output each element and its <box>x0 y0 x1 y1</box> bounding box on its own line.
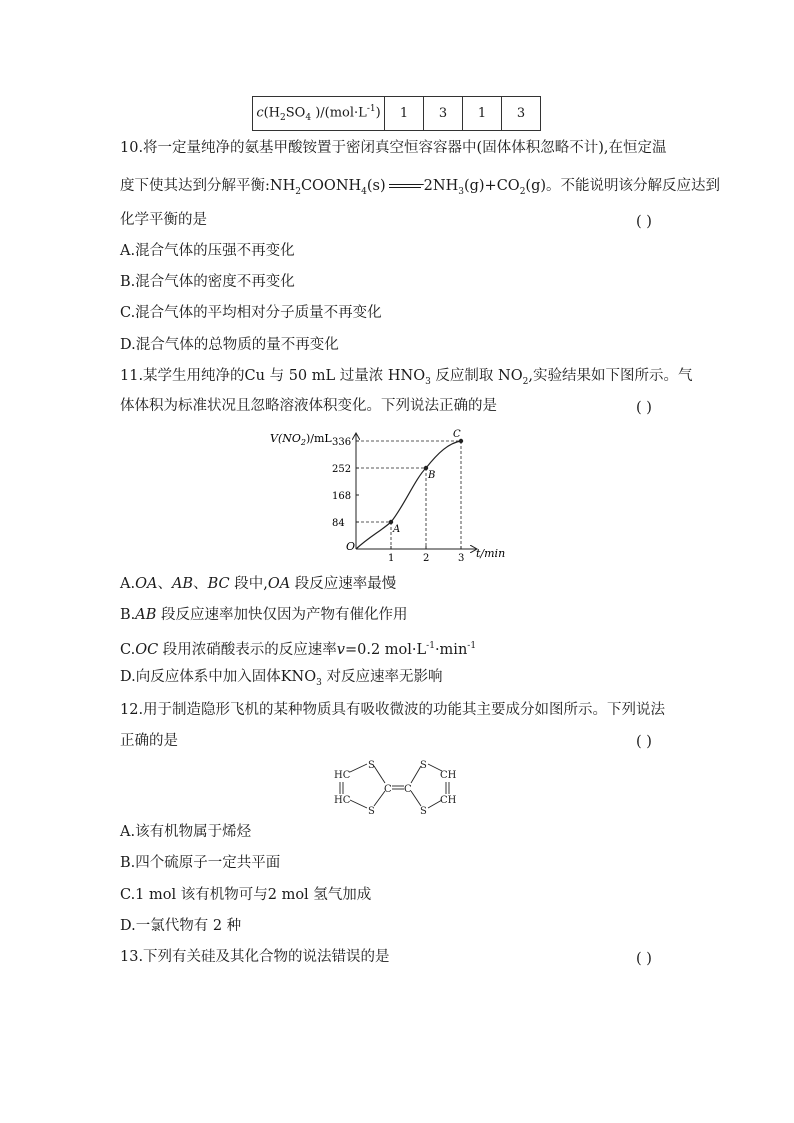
q11-stem-line1: 11.某学生用纯净的Cu 与 50 mL 过量浓 $HNO_3$ 反应制取 $NO_2$,实验结果如下图所示。气 <box>120 368 693 387</box>
table-cell: 1 <box>463 97 502 131</box>
s-right-top-label: S <box>420 760 427 771</box>
q10-stem-line3: 化学平衡的是 <box>120 212 207 228</box>
y-tick-label: 84 <box>332 518 345 529</box>
q10-option-d: D.混合气体的总物质的量不再变化 <box>120 337 339 353</box>
s-left-bottom-label: S <box>368 806 375 817</box>
q10-option-c: C.混合气体的平均相对分子质量不再变化 <box>120 305 382 321</box>
concentration-table <box>252 96 541 131</box>
q13-stem-line1: 13.下列有关硅及其化合物的说法错误的是 <box>120 949 390 965</box>
q12-answer-paren: ( ) <box>636 734 652 750</box>
point-label-b: B <box>428 470 436 481</box>
x-tick-label: 2 <box>423 553 430 564</box>
q10-stem-line1: 10.将一定量纯净的氨基甲酸铵置于密闭真空恒容容器中(固体体积忽略不计),在恒定温 <box>120 140 667 156</box>
q10-answer-paren: ( ) <box>636 214 652 230</box>
y-tick-label: 168 <box>332 491 352 502</box>
ch-bottom-label: CH <box>440 795 457 806</box>
q11-option-d: D.向反应体系中加入固体$KNO_3$ 对反应速率无影响 <box>120 669 443 688</box>
origin-label: O <box>346 540 356 553</box>
s-right-bottom-label: S <box>420 806 427 817</box>
q12-option-b: B.四个硫原子一定共平面 <box>120 855 281 871</box>
q11-answer-paren: ( ) <box>636 400 652 416</box>
point-label-c: C <box>453 429 461 440</box>
q10-option-a: A.混合气体的压强不再变化 <box>120 243 295 259</box>
q12-stem-line1: 12.用于制造隐形飞机的某种物质具有吸收微波的功能其主要成分如图所示。下列说法 <box>120 702 666 718</box>
y-tick-label: 252 <box>332 464 352 475</box>
table-row <box>253 97 541 131</box>
tetrathiafulvalene-structure <box>330 758 470 818</box>
q12-option-d: D.一氯代物有 2 种 <box>120 918 242 934</box>
q12-option-c: C.1 mol 该有机物可与2 mol 氢气加成 <box>120 887 372 903</box>
q11-stem-line2: 体体积为标准状况且忽略溶液体积变化。下列说法正确的是 <box>120 398 497 414</box>
q12-option-a: A.该有机物属于烯烃 <box>120 824 252 840</box>
q12-stem-line2: 正确的是 <box>120 733 178 749</box>
x-tick-label: 3 <box>458 553 465 564</box>
q11-option-b: B.AB 段反应速率加快仅因为产物有催化作用 <box>120 607 408 623</box>
point-label-a: A <box>393 524 401 535</box>
c-right-label: C <box>404 784 412 795</box>
hc-top-label: HC <box>334 770 351 781</box>
s-left-top-label: S <box>368 760 375 771</box>
equilibrium-arrow-icon <box>389 181 421 191</box>
series-line <box>356 441 461 549</box>
x-tick-label: 1 <box>388 553 395 564</box>
bonds <box>340 764 449 808</box>
q11-option-a: A.OA、AB、BC 段中,OA 段反应速率最慢 <box>120 576 397 592</box>
q11-option-c: C.OC 段用浓硝酸表示的反应速率v=0.2 $mol\cdot L^{-1}\cdot\min^{-1}$ <box>120 641 477 658</box>
table-cell: 1 <box>385 97 424 131</box>
q13-answer-paren: ( ) <box>636 951 652 967</box>
y-tick-label: 336 <box>332 437 352 448</box>
hc-bottom-label: HC <box>334 795 351 806</box>
table-cell: 3 <box>502 97 541 131</box>
c-left-label: C <box>384 784 392 795</box>
table-header-cell: $c(H_2SO_4$ )$/(mol\cdot L^{-1})$ <box>253 97 385 131</box>
no2-volume-chart <box>270 424 520 564</box>
ch-top-label: CH <box>440 770 457 781</box>
table-cell: 3 <box>424 97 463 131</box>
q10-stem-line2: 度下使其达到分解平衡$:NH_2COONH_4(s)$ $2NH_3(g)+CO_2(g)$。不能说明该分解反应达到 <box>120 178 721 197</box>
q10-option-b: B.混合气体的密度不再变化 <box>120 274 295 290</box>
y-axis-label: $V(NO_2)/mL$ <box>270 432 332 447</box>
x-axis-label: t/min <box>476 547 506 560</box>
